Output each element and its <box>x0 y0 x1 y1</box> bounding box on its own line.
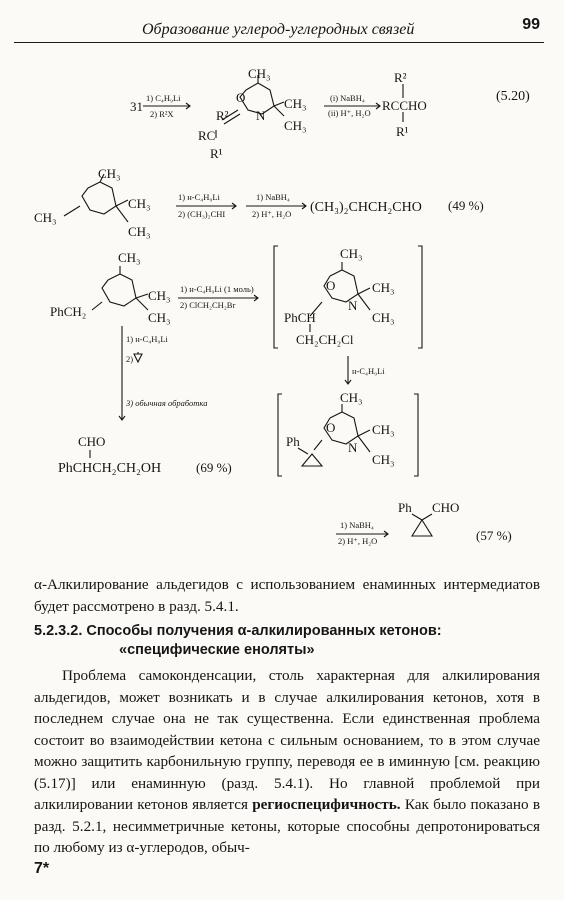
eq2-ch3-b: CH₃ <box>128 224 151 239</box>
inter-ch3-a: CH₃ <box>372 280 395 295</box>
eq2-ch3-a: CH₃ <box>128 196 151 211</box>
eq1-o: O <box>236 90 246 105</box>
cyc-ch3-a: CH₃ <box>372 422 395 437</box>
final-yield: (57 %) <box>476 528 512 543</box>
bracket-1-left <box>274 246 278 348</box>
eq3-step1: 1) н-C₄H₉Li (1 моль) <box>180 284 254 294</box>
inter-phch: PhCH <box>284 310 316 325</box>
eq1-prod: RCCHO <box>382 98 427 113</box>
eq3-ch3-b: CH₃ <box>148 310 171 325</box>
body-term: региоспецифичность. <box>252 796 401 813</box>
page-number: 99 <box>522 16 540 33</box>
section-number: 5.2.3.2. <box>34 623 83 639</box>
eq2-yield: (49 %) <box>448 198 484 213</box>
eq2-ch3-left: CH₃ <box>34 210 57 225</box>
inter-ch3-top: CH₃ <box>340 246 363 261</box>
inter-n: N <box>348 298 358 313</box>
eq2-product: (CH₃)₂CHCH₂CHO <box>310 200 422 215</box>
body-part2: Как было показано в разд. 5.2.1, несимметричные кетоны, которые способны депротонироваться по любому из α-углеродов, обыч- <box>34 796 541 856</box>
eq1-step1: 1) C₄H₉Li <box>146 93 181 103</box>
cyc-ph: Ph <box>286 434 300 449</box>
alc-yield: (69 %) <box>196 460 232 475</box>
final-ph: Ph <box>398 500 412 515</box>
section-title-line2: «специфические еноляты» <box>119 642 315 658</box>
eq1-reduce1: (i) NaBH₄ <box>330 93 365 103</box>
inter-o: O <box>326 278 336 293</box>
running-title: Образование углерод-углеродных связей <box>142 21 415 38</box>
final-cho: CHO <box>432 500 460 515</box>
reaction-scheme <box>0 40 564 560</box>
eq3-down2: 2) <box>126 354 134 364</box>
eq2-step1: 1) н-C₄H₉Li <box>178 192 220 202</box>
section-heading <box>34 622 540 660</box>
cyc-ch3-top: CH₃ <box>340 390 363 405</box>
eq2-reduce1: 1) NaBH₄ <box>256 192 290 202</box>
eq2-ch3-top: CH₃ <box>98 166 121 181</box>
eq1-r1: R¹ <box>210 146 223 161</box>
cyc-o: O <box>326 420 336 435</box>
alc-cho: CHO <box>78 434 106 449</box>
cyclopropane-1 <box>302 454 322 466</box>
eq1-prod-r2: R² <box>394 70 407 85</box>
cyclopropane-2 <box>412 520 432 536</box>
eq3-down1: 1) н-C₄H₉Li <box>126 334 168 344</box>
eq3-ch3-a: CH₃ <box>148 288 171 303</box>
eq3-ring <box>102 274 136 306</box>
final-reduce1: 1) NaBH₄ <box>340 520 374 530</box>
cyc-ch3-b: CH₃ <box>372 452 395 467</box>
inter-ch3-b: CH₃ <box>372 310 395 325</box>
section-title-line1: Способы получения α-алкилированных кетонов: <box>86 623 442 639</box>
eq1-n: N <box>256 108 266 123</box>
eq1-ref: 31 <box>130 99 143 114</box>
eq2-step2: 2) (CH₃)₂CHI <box>178 209 226 219</box>
bracket-2-right <box>414 394 418 476</box>
body-part1: Проблема самоконденсации, столь характерная для алкилирования альдегидов, может возникать и в случае алкилирования кетонов, хотя в последнем случае она не так существенна. Если единственная проблема состоит во взаимодействии кетона с сильным основанием, то в этом случае можно защитить карбонильную группу, переводя ее в иминную [см. реакцию (5.17)] или енаминную (разд. 5.4.1). Но главной проблемой при алкилировании кетонов является <box>34 667 540 813</box>
eq2-reduce2: 2) H⁺, H₂O <box>252 209 292 219</box>
eq3-down3: 3) обычная обработка <box>126 398 208 408</box>
oxirane-symbol <box>134 354 142 362</box>
bracket-2-left <box>278 394 282 476</box>
eq3-step2: 2) ClCH₂CH₂Br <box>180 300 236 310</box>
eq1-ch3-b: CH₃ <box>284 118 307 133</box>
alc-chain: PhCHCH₂CH₂OH <box>58 461 162 476</box>
signature-mark: 7* <box>34 860 50 877</box>
inter-chain: CH₂CH₂Cl <box>296 332 354 347</box>
body-paragraph <box>34 665 540 859</box>
eq1-reduce2: (ii) H⁺, H₂O <box>328 108 371 118</box>
final-reduce2: 2) H⁺, H₂O <box>338 536 378 546</box>
eq1-rc: RC <box>198 128 216 143</box>
cyc-n: N <box>348 440 358 455</box>
running-header <box>14 14 544 43</box>
eq2-ring <box>82 182 116 214</box>
equation-number: (5.20) <box>496 89 530 104</box>
eq3-ch3-top: CH₃ <box>118 250 141 265</box>
eq1-r2: R² <box>216 108 229 123</box>
eq1-ch3-a: CH₃ <box>284 96 307 111</box>
bracket-1-right <box>418 246 422 348</box>
eq3-phch2: PhCH₂ <box>50 304 87 319</box>
eq1-ch3-top: CH₃ <box>248 66 271 81</box>
right-down-reagent: н-C₄H₉Li <box>352 366 385 376</box>
alpha-note: α-Алкилирование альдегидов с использованием енаминных интермедиатов будет рассмотрено в разд. 5.4.1. <box>34 576 540 615</box>
eq1-prod-r1: R¹ <box>396 124 409 139</box>
eq1-step2: 2) R²X <box>150 109 174 119</box>
